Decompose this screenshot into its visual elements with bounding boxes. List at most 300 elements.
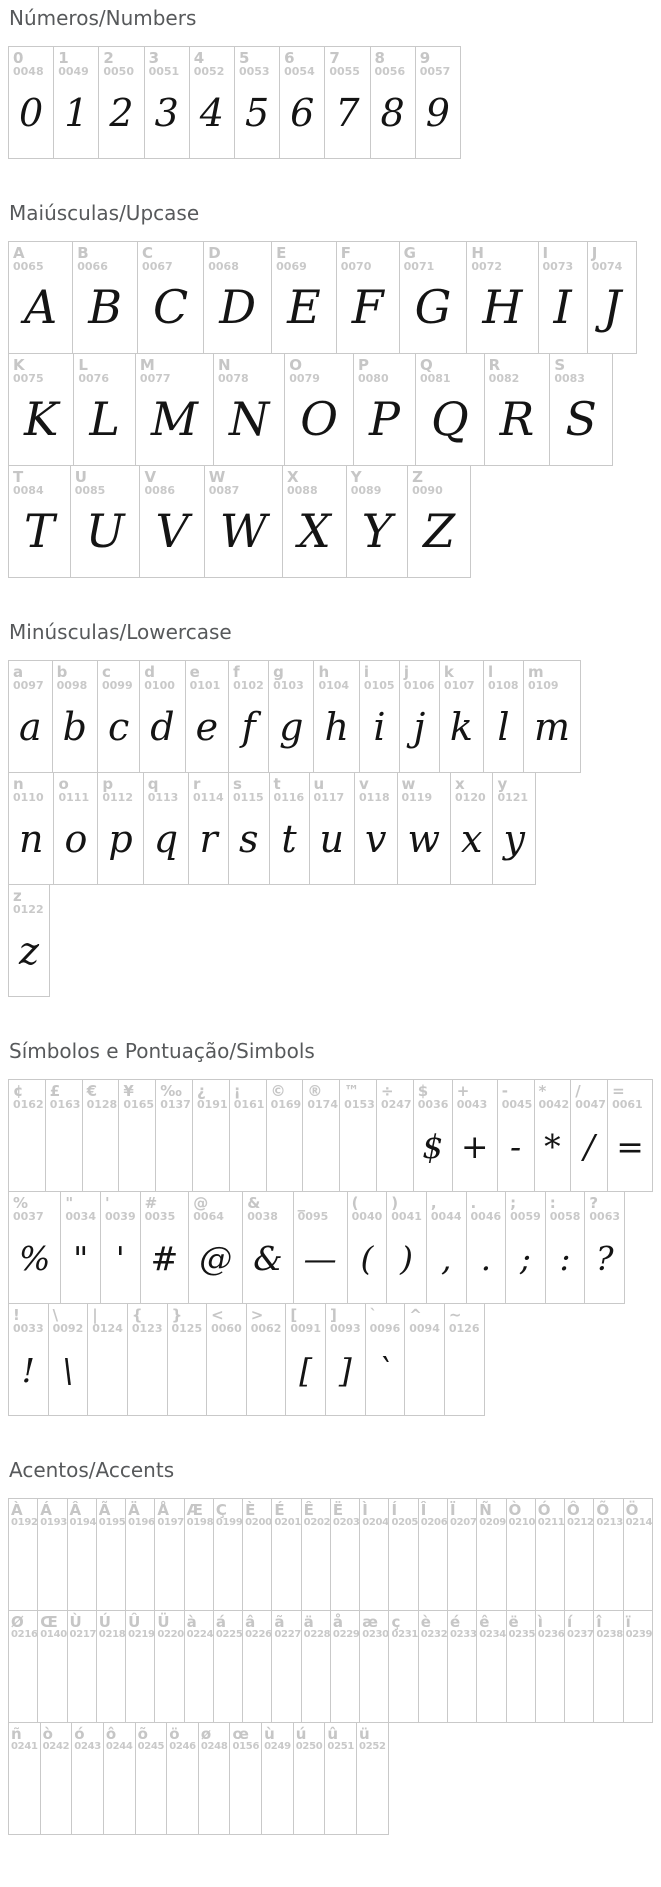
char-label: . xyxy=(470,1194,477,1212)
char-meta xyxy=(74,1726,101,1753)
char-meta xyxy=(457,1083,493,1111)
char-label: ¥ xyxy=(123,1082,134,1100)
char-label: N xyxy=(218,356,231,374)
char-cell xyxy=(67,1610,97,1723)
char-code: 0046 xyxy=(470,1210,502,1224)
char-meta xyxy=(215,1613,243,1641)
char-cell xyxy=(213,1610,243,1723)
char-glyph xyxy=(172,1335,203,1409)
char-code: 0124 xyxy=(92,1322,123,1336)
char-label: è xyxy=(420,1613,431,1631)
char-label: ê xyxy=(479,1613,490,1631)
char-code: 0052 xyxy=(193,65,225,79)
char-code: 0206 xyxy=(420,1517,448,1529)
char-cell xyxy=(476,1610,506,1723)
char-meta xyxy=(358,357,411,385)
char-meta xyxy=(537,1613,565,1641)
char-cell xyxy=(52,660,98,773)
char-label: # xyxy=(144,1194,158,1212)
char-label: + xyxy=(456,1082,470,1100)
char-code: 0116 xyxy=(273,791,305,805)
char-glyph xyxy=(245,1529,269,1604)
char-cell xyxy=(404,1303,445,1416)
char-meta xyxy=(510,1195,541,1223)
char-meta xyxy=(92,1307,123,1335)
char-cell xyxy=(48,1303,89,1416)
char-meta xyxy=(420,1501,448,1529)
char-label: e xyxy=(189,663,200,681)
char-meta xyxy=(239,50,275,78)
char-code: 0238 xyxy=(596,1629,623,1641)
char-cell xyxy=(302,1079,340,1192)
char-meta xyxy=(431,1195,462,1223)
char-glyph xyxy=(362,1529,386,1604)
section-title-symbols: Símbolos e Pontuação/Simbols xyxy=(9,1039,315,1063)
char-code: 0202 xyxy=(303,1517,331,1529)
char-cell xyxy=(118,1079,156,1192)
section-symbols xyxy=(8,1039,653,1416)
char-cell xyxy=(144,46,190,159)
char-label: ô xyxy=(105,1725,117,1743)
char-glyph xyxy=(251,1335,282,1409)
char-meta xyxy=(444,664,479,692)
char-code: 0102 xyxy=(233,679,264,693)
char-cell xyxy=(8,46,54,159)
char-cell xyxy=(584,1191,625,1304)
char-label: % xyxy=(13,1194,29,1212)
char-label: ! xyxy=(13,1306,20,1324)
char-code: 0194 xyxy=(69,1517,97,1529)
char-glyph: ; xyxy=(519,1238,532,1278)
char-glyph xyxy=(274,1529,298,1604)
char-code: 0218 xyxy=(98,1629,126,1641)
char-meta xyxy=(186,1501,214,1529)
char-meta xyxy=(196,1082,228,1112)
charmap-row xyxy=(8,241,653,354)
char-glyph xyxy=(128,1641,152,1716)
char-cell xyxy=(466,1191,507,1304)
char-code: 0117 xyxy=(313,791,345,805)
char-code: 0228 xyxy=(303,1629,331,1641)
char-glyph xyxy=(362,1641,386,1716)
char-label: x xyxy=(455,775,465,793)
char-label: O xyxy=(289,356,303,374)
char-meta xyxy=(233,776,265,804)
char-cell xyxy=(325,1303,366,1416)
char-glyph: s xyxy=(239,817,259,862)
char-cell xyxy=(229,1079,267,1192)
char-label: W xyxy=(208,468,226,486)
char-code: 0231 xyxy=(391,1629,419,1641)
char-code: 0216 xyxy=(11,1629,38,1641)
char-label: Ì xyxy=(362,1501,368,1519)
char-code: 0229 xyxy=(332,1629,360,1641)
char-code: 0248 xyxy=(200,1741,228,1753)
char-code: 0162 xyxy=(13,1098,44,1112)
char-label: ç xyxy=(391,1613,401,1631)
char-cell xyxy=(228,660,269,773)
char-label: ¢ xyxy=(13,1082,24,1100)
char-code: 0113 xyxy=(147,791,179,805)
char-meta xyxy=(98,1501,126,1529)
char-meta xyxy=(449,1613,477,1641)
char-meta xyxy=(13,1082,44,1112)
char-glyph xyxy=(187,1641,211,1716)
char-label: a xyxy=(13,663,24,681)
char-glyph: — xyxy=(303,1238,337,1278)
char-code: 0120 xyxy=(455,791,486,805)
char-cell xyxy=(8,1610,38,1723)
char-cell xyxy=(135,353,214,466)
char-meta xyxy=(329,50,365,78)
char-meta xyxy=(479,1501,506,1529)
char-cell xyxy=(73,353,136,466)
char-label: Œ xyxy=(40,1613,58,1631)
char-meta xyxy=(194,50,230,78)
char-cell xyxy=(271,1498,301,1611)
char-meta xyxy=(537,1501,565,1529)
char-cell xyxy=(444,1303,485,1416)
char-cell xyxy=(336,241,400,354)
char-meta xyxy=(592,245,632,273)
char-code: 0233 xyxy=(449,1629,477,1641)
char-glyph: b xyxy=(62,705,87,750)
char-label: p xyxy=(102,775,114,793)
char-code: 0033 xyxy=(13,1322,44,1336)
char-glyph: i xyxy=(373,705,386,750)
charmap-table-uppercase xyxy=(8,241,653,578)
char-cell xyxy=(399,241,468,354)
char-label: E xyxy=(276,244,287,262)
char-code: 0209 xyxy=(479,1517,506,1529)
char-label: B xyxy=(77,244,89,262)
charmap-table-symbols xyxy=(8,1079,653,1416)
char-glyph: h xyxy=(324,705,349,750)
char-meta xyxy=(77,245,133,273)
char-meta xyxy=(78,357,131,385)
char-code: 0237 xyxy=(567,1629,594,1641)
char-label: ® xyxy=(307,1082,323,1100)
char-glyph xyxy=(43,1753,70,1828)
char-glyph: I xyxy=(553,280,572,335)
char-cell xyxy=(347,1191,388,1304)
char-cell xyxy=(415,46,461,159)
char-meta xyxy=(314,776,350,804)
char-code: 0082 xyxy=(488,372,520,386)
char-glyph xyxy=(327,1753,354,1828)
char-label: õ xyxy=(137,1725,148,1743)
char-code: 0161 xyxy=(233,1098,265,1112)
char-meta xyxy=(303,1501,331,1529)
char-glyph xyxy=(479,1641,503,1716)
char-label: / xyxy=(575,1082,581,1100)
char-cell xyxy=(492,772,535,885)
char-label: ó xyxy=(74,1725,85,1743)
char-meta xyxy=(148,776,184,804)
char-label: t xyxy=(273,775,281,793)
char-label: F xyxy=(340,244,351,262)
char-meta xyxy=(102,664,135,692)
char-glyph: 4 xyxy=(199,91,224,136)
char-glyph xyxy=(169,1753,196,1828)
char-meta xyxy=(289,357,349,385)
char-glyph xyxy=(128,1529,152,1604)
char-label: M xyxy=(139,356,155,374)
char-meta xyxy=(215,1501,243,1529)
char-code: 0063 xyxy=(589,1210,621,1224)
char-label: ã xyxy=(274,1613,285,1631)
char-label: 1 xyxy=(58,49,69,67)
char-cell xyxy=(623,1610,653,1723)
char-glyph: e xyxy=(195,705,219,750)
char-label: Ä xyxy=(128,1501,140,1519)
char-meta xyxy=(455,776,488,804)
char-glyph: D xyxy=(219,280,257,335)
char-meta xyxy=(287,469,342,497)
char-meta xyxy=(625,1613,653,1641)
char-glyph: J xyxy=(602,280,622,335)
char-meta xyxy=(625,1501,653,1529)
char-code: 0251 xyxy=(327,1741,355,1753)
char-code: 0110 xyxy=(13,791,44,805)
char-code: 0118 xyxy=(359,791,390,805)
char-label: ë xyxy=(508,1613,519,1631)
char-label: © xyxy=(270,1082,286,1100)
char-cell xyxy=(388,1610,418,1723)
char-code: 0169 xyxy=(270,1098,302,1112)
char-cell xyxy=(564,1498,594,1611)
char-code: 0243 xyxy=(74,1741,101,1753)
char-code: 0241 xyxy=(11,1741,38,1753)
char-code: 0095 xyxy=(297,1210,329,1224)
char-glyph xyxy=(344,1111,372,1185)
char-code: 0220 xyxy=(157,1629,184,1641)
char-meta xyxy=(43,1726,70,1753)
char-glyph: m xyxy=(533,705,570,750)
char-meta xyxy=(233,664,264,692)
char-code: 0119 xyxy=(401,791,433,805)
char-glyph xyxy=(92,1335,123,1409)
char-label: Ö xyxy=(625,1501,639,1519)
char-cell xyxy=(418,1610,448,1723)
char-glyph: \ xyxy=(62,1350,74,1390)
char-code: 0204 xyxy=(362,1517,389,1529)
char-glyph: O xyxy=(300,392,338,447)
char-label: å xyxy=(332,1613,344,1631)
char-meta xyxy=(471,245,533,273)
char-glyph xyxy=(333,1641,357,1716)
char-glyph: * xyxy=(544,1126,561,1166)
char-glyph: l xyxy=(497,705,510,750)
char-label: 5 xyxy=(238,49,250,67)
char-label: Ø xyxy=(11,1613,24,1631)
char-meta xyxy=(296,1726,323,1753)
char-label: ( xyxy=(351,1194,359,1212)
char-label: X xyxy=(286,468,299,486)
char-meta xyxy=(102,776,138,804)
char-meta xyxy=(501,1082,533,1112)
char-code: 0213 xyxy=(596,1517,623,1529)
char-label: Ê xyxy=(303,1501,314,1519)
char-code: 0122 xyxy=(13,903,44,917)
char-code: 0207 xyxy=(449,1517,477,1529)
char-label: Î xyxy=(420,1501,427,1519)
char-cell xyxy=(268,660,314,773)
char-code: 0060 xyxy=(211,1322,242,1336)
char-meta xyxy=(290,1307,321,1335)
char-label: H xyxy=(471,244,484,262)
char-glyph: " xyxy=(73,1238,89,1278)
char-glyph xyxy=(274,1641,298,1716)
char-code: 0076 xyxy=(78,372,109,386)
char-glyph: c xyxy=(107,705,130,750)
char-meta xyxy=(364,664,395,692)
char-meta xyxy=(69,1501,97,1529)
char-glyph xyxy=(626,1529,650,1604)
char-code: 0230 xyxy=(362,1629,389,1641)
char-code: 0072 xyxy=(471,260,503,274)
char-glyph xyxy=(70,1641,94,1716)
char-meta xyxy=(13,888,45,916)
char-code: 0075 xyxy=(13,372,44,386)
char-cell xyxy=(538,241,588,354)
char-cell xyxy=(450,772,493,885)
char-glyph: C xyxy=(153,280,189,335)
char-glyph: 3 xyxy=(154,91,179,136)
char-code: 0035 xyxy=(144,1210,176,1224)
char-cell xyxy=(535,1610,565,1723)
char-code: 0089 xyxy=(350,484,382,498)
char-cell xyxy=(535,1498,565,1611)
char-code: 0249 xyxy=(264,1741,291,1753)
char-code: 0068 xyxy=(208,260,239,274)
char-label: Ò xyxy=(508,1501,522,1519)
char-code: 0108 xyxy=(487,679,519,693)
char-cell xyxy=(242,1191,293,1304)
char-glyph: G xyxy=(414,280,452,335)
char-meta xyxy=(132,1307,163,1335)
char-code: 0114 xyxy=(193,791,224,805)
char-meta xyxy=(409,1307,440,1335)
char-label: ~ xyxy=(448,1306,462,1324)
char-glyph xyxy=(13,1111,41,1185)
char-meta xyxy=(596,1501,623,1529)
char-glyph xyxy=(409,1335,440,1409)
char-cell xyxy=(587,241,637,354)
char-glyph xyxy=(333,1529,357,1604)
char-code: 0037 xyxy=(13,1210,44,1224)
char-glyph: n xyxy=(19,817,44,862)
char-cell xyxy=(407,465,471,578)
char-code: 0074 xyxy=(591,260,623,274)
char-glyph xyxy=(391,1529,415,1604)
char-meta xyxy=(160,1082,191,1112)
section-uppercase xyxy=(8,201,653,578)
section-accents xyxy=(8,1458,653,1835)
char-label: u xyxy=(313,775,325,793)
char-label: 0 xyxy=(13,49,24,67)
charmap-row xyxy=(8,884,653,997)
char-meta xyxy=(420,50,456,78)
char-code: 0099 xyxy=(101,679,133,693)
char-meta xyxy=(375,50,411,78)
char-label: ò xyxy=(42,1725,53,1743)
char-label: ä xyxy=(303,1613,314,1631)
char-cell xyxy=(284,353,354,466)
char-glyph: 6 xyxy=(290,91,315,136)
char-glyph: . xyxy=(480,1238,492,1278)
char-cell xyxy=(607,1079,653,1192)
char-glyph: k xyxy=(449,705,473,750)
char-glyph: B xyxy=(88,280,123,335)
char-cell xyxy=(339,1079,377,1192)
char-glyph: L xyxy=(89,392,120,447)
char-glyph: ' xyxy=(115,1238,125,1278)
char-cell xyxy=(135,1722,168,1835)
char-code: 0224 xyxy=(186,1629,214,1641)
charmap-row xyxy=(8,1498,653,1611)
char-meta xyxy=(11,1726,38,1753)
char-code: 0200 xyxy=(245,1517,272,1529)
char-cell xyxy=(167,1303,208,1416)
char-code: 0121 xyxy=(497,791,529,805)
char-code: 0059 xyxy=(510,1210,541,1224)
char-label: 8 xyxy=(374,49,385,67)
char-cell xyxy=(198,1722,231,1835)
charmap-row xyxy=(8,1722,653,1835)
char-meta xyxy=(11,1613,38,1641)
char-meta xyxy=(58,50,94,78)
char-code: 0236 xyxy=(537,1629,565,1641)
char-meta xyxy=(380,1082,412,1112)
char-meta xyxy=(276,245,332,273)
char-cell xyxy=(125,1610,155,1723)
char-meta xyxy=(211,1307,242,1335)
char-label: : xyxy=(549,1194,556,1212)
char-code: 0212 xyxy=(567,1517,594,1529)
char-glyph xyxy=(187,1529,211,1604)
char-glyph: U xyxy=(85,504,125,559)
char-code: 0051 xyxy=(148,65,180,79)
char-label: Ã xyxy=(98,1501,111,1519)
char-glyph: P xyxy=(369,392,400,447)
char-cell xyxy=(192,1079,230,1192)
char-label: Æ xyxy=(186,1501,203,1519)
char-glyph xyxy=(296,1753,323,1828)
char-glyph: ( xyxy=(360,1238,374,1278)
char-meta xyxy=(575,1082,606,1112)
char-cell xyxy=(483,660,524,773)
char-meta xyxy=(193,1195,238,1223)
char-cell xyxy=(155,1079,193,1192)
char-meta xyxy=(274,1501,302,1529)
char-meta xyxy=(589,1195,620,1223)
char-meta xyxy=(13,469,66,497)
char-code: 0111 xyxy=(58,791,90,805)
char-label: R xyxy=(488,356,501,374)
char-glyph xyxy=(450,1529,474,1604)
char-meta xyxy=(105,1195,136,1223)
char-label: L xyxy=(78,356,88,374)
char-label: _ xyxy=(297,1194,306,1212)
char-code: 0198 xyxy=(186,1517,214,1529)
char-label: ¡ xyxy=(233,1082,241,1100)
char-glyph xyxy=(421,1641,445,1716)
char-meta xyxy=(449,1307,480,1335)
char-glyph xyxy=(479,1529,503,1604)
char-meta xyxy=(69,1613,97,1641)
char-label: À xyxy=(11,1501,23,1519)
